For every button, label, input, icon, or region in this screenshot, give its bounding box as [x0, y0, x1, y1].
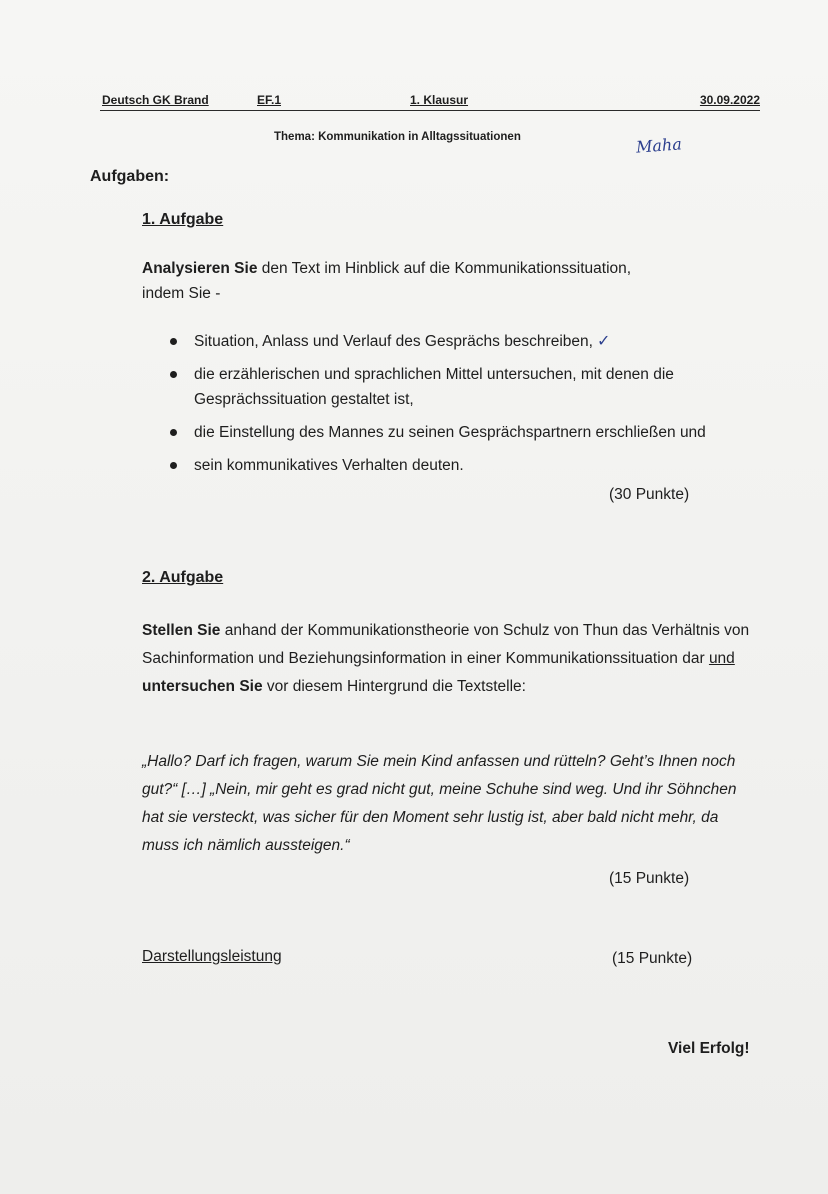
task2-points: (15 Punkte) [609, 870, 690, 887]
list-item: die Einstellung des Mannes zu seinen Gesprächspartnern erschließen und [168, 420, 768, 445]
header-class: EF.1 [257, 93, 282, 107]
theme-line: Thema: Kommunikation in Alltagssituationen [274, 131, 521, 143]
check-mark-icon: ✓ [596, 333, 611, 350]
task1-intro [142, 256, 762, 306]
task1-points: (30 Punkte) [609, 486, 690, 503]
handwritten-signature: Maha [635, 134, 683, 157]
list-item: Situation, Anlass und Verlauf des Gesprächs beschreiben, ✓ [168, 329, 768, 354]
closing-text: Viel Erfolg! [668, 1040, 750, 1057]
task1-bullet-list [168, 329, 768, 486]
presentation-label: Darstellungsleistung [142, 948, 282, 965]
task2-quote: „Hallo? Darf ich fragen, warum Sie mein Kind anfassen und rütteln? Geht’s Ihnen noch gut?“ […] „Nein, mir geht es grad nicht gut, meine Schuhe sind weg. Und ihr Söhnchen hat sie versteckt, was sicher für den Moment sehr lustig ist, aber bald nicht mehr, da muss ich nämlich aussteigen.“ [142, 753, 737, 854]
task2-bold-1: Stellen Sie [142, 622, 221, 639]
task1-intro-bold: Analysieren Sie [142, 260, 258, 277]
list-item: sein kommunikatives Verhalten deuten. [168, 453, 768, 478]
task1-heading: 1. Aufgabe [142, 211, 224, 228]
task1-intro-line2: indem Sie - [142, 285, 221, 302]
presentation-points: (15 Punkte) [612, 950, 693, 967]
task2-instruction: Stellen Sie anhand der Kommunikationstheorie von Schulz von Thun das Verhältnis von Sachinformation und Beziehungsinformation in einer Kommunikationssituation dar und untersuchen Sie vor diesem Hintergrund die Textstelle: [142, 622, 750, 695]
list-item: die erzählerischen und sprachlichen Mittel untersuchen, mit denen die Gesprächssituation gestaltet ist, [168, 362, 768, 412]
tasks-label: Aufgaben: [90, 168, 170, 185]
header-date: 30.09.2022 [699, 93, 760, 107]
task2-underlined-und: und [708, 650, 735, 667]
task2-bold-2: untersuchen Sie [142, 678, 263, 695]
task2-heading: 2. Aufgabe [142, 569, 224, 586]
header-subject: Deutsch GK Brand [102, 93, 209, 107]
header-exam: 1. Klausur [410, 93, 469, 107]
task1-intro-rest: den Text im Hinblick auf die Kommunikationssituation, [257, 260, 632, 277]
header-line [100, 88, 760, 111]
